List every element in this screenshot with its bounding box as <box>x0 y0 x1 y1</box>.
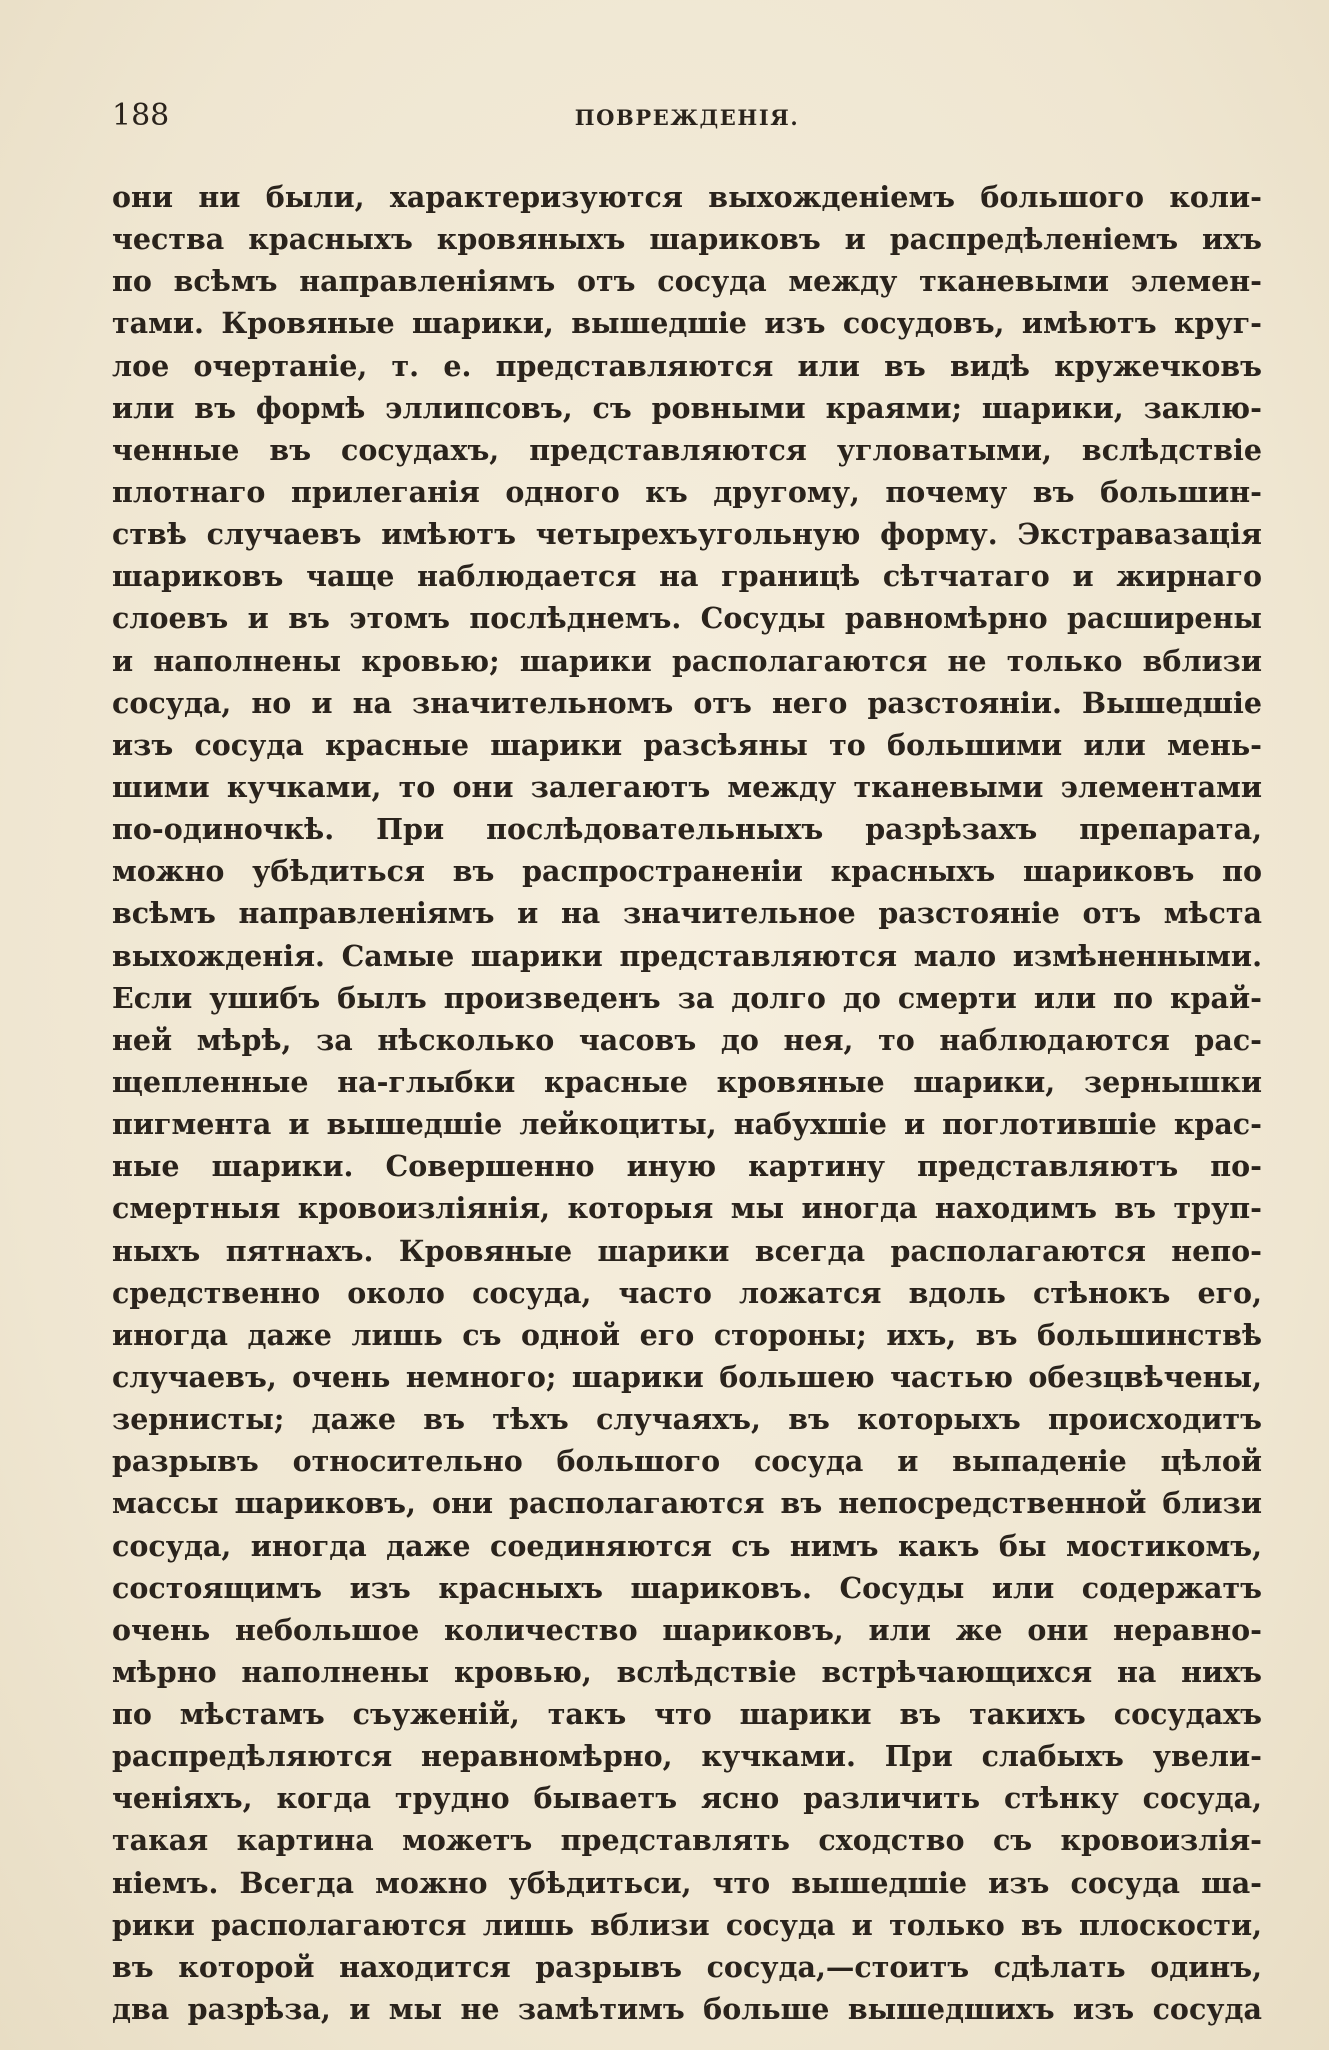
page-number: 188 <box>112 98 170 133</box>
text-line: мѣрно наполнены кровью, вслѣдствіе встрѣчающихся на нихъ <box>112 1654 1262 1689</box>
text-line: ченіяхъ, когда трудно бываетъ ясно различить стѣнку сосуда, <box>112 1781 1262 1816</box>
text-line: плотнаго прилеганія одного къ другому, почему въ большин- <box>112 474 1262 509</box>
text-line: шариковъ чаще наблюдается на границѣ сѣтчатаго и жирнаго <box>112 559 1262 594</box>
text-line: и наполнены кровью; шарики располагаются не только вблизи <box>112 643 1262 678</box>
text-line: состоящимъ изъ красныхъ шариковъ. Сосуды или содержатъ <box>112 1570 1262 1605</box>
text-line: средственно около сосуда, часто ложатся вдоль стѣнокъ его, <box>112 1275 1262 1310</box>
text-line: ней мѣрѣ, за нѣсколько часовъ до нея, то наблюдаются рас- <box>112 1022 1262 1057</box>
text-line: ніемъ. Всегда можно убѣдитьси, что вышедшіе изъ сосуда ша- <box>112 1865 1262 1900</box>
text-line: распредѣляются неравномѣрно, кучками. При слабыхъ увели- <box>112 1739 1262 1774</box>
text-line: лое очертаніе, т. е. представляются или въ видѣ кружечковъ <box>112 348 1262 383</box>
text-line: или въ формѣ эллипсовъ, съ ровными краями; шарики, заклю- <box>112 390 1262 425</box>
text-line: изъ сосуда красные шарики разсѣяны то большими или мень- <box>112 727 1262 762</box>
text-line: массы шариковъ, они располагаются въ непосредственной близи <box>112 1486 1262 1521</box>
body-text <box>112 176 1262 2030</box>
text-line: пигмента и вышедшіе лейкоциты, набухшіе и поглотившіе крас- <box>112 1107 1262 1142</box>
page-header <box>112 96 1262 140</box>
text-line: по мѣстамъ съуженій, такъ что шарики въ такихъ сосудахъ <box>112 1697 1262 1732</box>
text-line: Если ушибъ былъ произведенъ за долго до смерти или по край- <box>112 980 1262 1015</box>
running-head: ПОВРЕЖДЕНІЯ. <box>574 105 800 130</box>
text-line: сосуда, иногда даже соединяются съ нимъ какъ бы мостикомъ, <box>112 1528 1262 1563</box>
text-line: ченные въ сосудахъ, представляются угловатыми, вслѣдствіе <box>112 432 1262 467</box>
text-line: ные шарики. Совершенно иную картину представляютъ по- <box>112 1149 1262 1184</box>
text-line: можно убѣдиться въ распространеніи красныхъ шариковъ по <box>112 854 1262 889</box>
text-line: ныхъ пятнахъ. Кровяные шарики всегда располагаются непо- <box>112 1233 1262 1268</box>
text-line: случаевъ, очень немного; шарики большею частью обезцвѣчены, <box>112 1359 1262 1394</box>
text-line: чества красныхъ кровяныхъ шариковъ и распредѣленіемъ ихъ <box>112 222 1262 257</box>
text-line: щепленные на-глыбки красные кровяные шарики, зернышки <box>112 1064 1262 1099</box>
text-line: они ни были, характеризуются выхожденіемъ большого коли- <box>112 180 1262 214</box>
text-line: сосуда, но и на значительномъ отъ него разстояніи. Вышедшіе <box>112 685 1262 720</box>
text-line: всѣмъ направленіямъ и на значительное разстояніе отъ мѣста <box>112 896 1262 931</box>
text-line: выхожденія. Самые шарики представляются мало измѣненными. <box>112 938 1262 973</box>
text-line: очень небольшое количество шариковъ, или же они неравно- <box>112 1612 1262 1647</box>
text-line: по всѣмъ направленіямъ отъ сосуда между тканевыми элемен- <box>112 264 1262 299</box>
text-line: по-одиночкѣ. При послѣдовательныхъ разрѣзахъ препарата, <box>112 812 1262 847</box>
text-line: смертныя кровоизліянія, которыя мы иногда находимъ въ труп- <box>112 1191 1262 1226</box>
text-line: иногда даже лишь съ одной его стороны; ихъ, въ большинствѣ <box>112 1317 1262 1352</box>
text-line: рики располагаются лишь вблизи сосуда и только въ плоскости, <box>112 1907 1262 1942</box>
text-line: въ которой находится разрывъ сосуда,—стоитъ сдѣлать одинъ, <box>112 1949 1262 1984</box>
text-line: ствѣ случаевъ имѣютъ четырехъугольную форму. Экстравазація <box>112 517 1262 552</box>
text-line: два разрѣза, и мы не замѣтимъ больше вышедшихъ изъ сосуда <box>112 1992 1262 2027</box>
text-line: такая картина можетъ представлять сходство съ кровоизлія- <box>112 1823 1262 1858</box>
text-line: зернисты; даже въ тѣхъ случаяхъ, въ которыхъ происходитъ <box>112 1402 1262 1437</box>
text-line: слоевъ и въ этомъ послѣднемъ. Сосуды равномѣрно расширены <box>112 601 1262 636</box>
text-line: шими кучками, то они залегаютъ между тканевыми элементами <box>112 769 1262 804</box>
text-line: разрывъ относительно большого сосуда и выпаденіе цѣлой <box>112 1444 1262 1479</box>
text-line: тами. Кровяные шарики, вышедшіе изъ сосудовъ, имѣютъ круг- <box>112 306 1262 341</box>
